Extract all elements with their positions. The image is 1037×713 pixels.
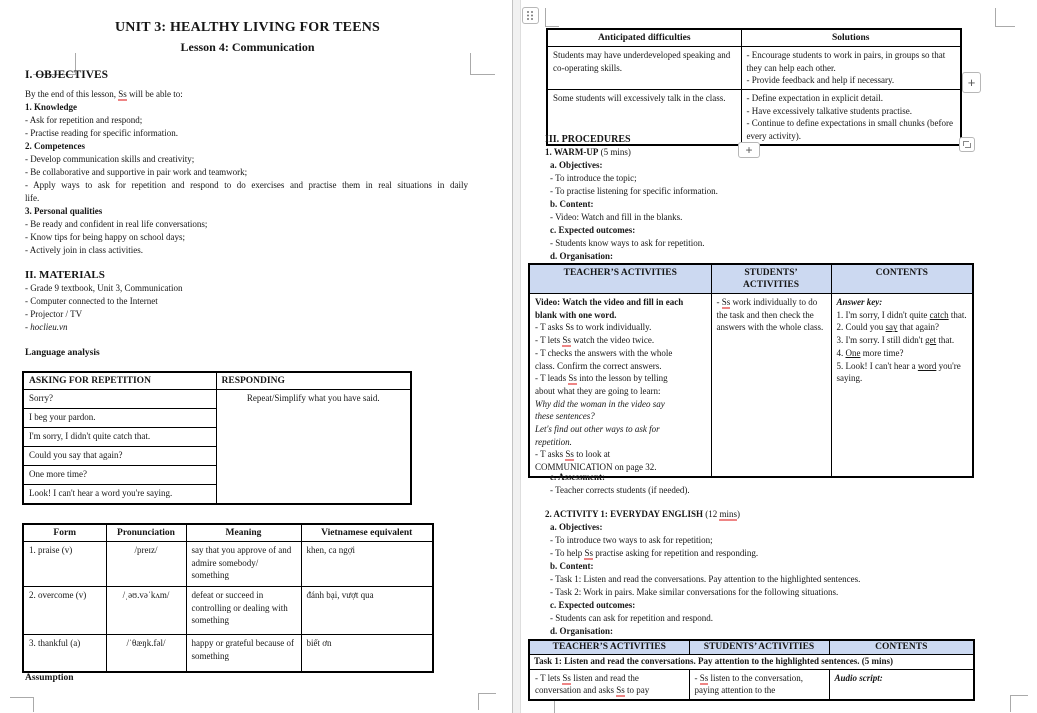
text-line: - T leads Ss into the lesson by telling	[535, 373, 668, 384]
column-header: CONTENTS	[829, 640, 974, 655]
table-row	[23, 635, 433, 673]
text-line: about what they are going to learn:	[535, 385, 661, 396]
table-cell: Sorry?	[23, 390, 216, 409]
text-line: - Provide feedback and help if necessary.	[746, 75, 895, 85]
table-cell: I beg your pardon.	[23, 409, 216, 428]
table-cell: 3. thankful (a)	[23, 635, 106, 673]
column-header: STUDENTS’ ACTIVITIES	[711, 264, 831, 294]
table-cell: 2. overcome (v)	[23, 587, 106, 635]
add-block-button[interactable]: +	[738, 142, 760, 158]
task-heading-cell: Task 1: Listen and read the conversations. Pay attention to the highlighted sentences. (5 mins)	[529, 655, 974, 670]
column-header: TEACHER’S ACTIVITIES	[529, 640, 689, 655]
text-line: - Encourage students to work in pairs, in groups so that they can help each other.	[746, 50, 946, 73]
materials-heading: II. MATERIALS	[25, 269, 105, 281]
language-analysis-heading: Language analysis	[25, 348, 100, 358]
assessment-block	[550, 471, 690, 497]
table-row	[23, 390, 411, 409]
text-line: these sentences?	[535, 411, 595, 422]
table-row	[23, 587, 433, 635]
table-cell: Students may have underdeveloped speaking and co-operating skills.	[547, 47, 741, 90]
column-header: Vietnamese equivalent	[301, 524, 433, 542]
difficulties-table	[546, 28, 962, 146]
column-header: RESPONDING	[216, 372, 411, 390]
expand-button[interactable]	[959, 137, 975, 152]
content-label: b. Content:	[550, 199, 594, 209]
text-line: Let's find out other ways to ask for	[535, 424, 660, 435]
table-cell: happy or grateful because of something	[186, 635, 301, 673]
spellcheck-underline: Ss	[699, 672, 709, 683]
document-title: UNIT 3: HEALTHY LIVING FOR TEENS	[114, 20, 381, 35]
answer-item: 1. I'm sorry, I didn't quite catch that.	[836, 309, 967, 320]
crop-mark-top-left	[545, 8, 559, 27]
table-cell: Some students will excessively talk in the class.	[547, 90, 741, 146]
table-row	[547, 47, 961, 90]
text-line: - Students can ask for repetition and respond.	[550, 613, 713, 623]
warmup-heading: 1. WARM-UP (5 mins)	[545, 147, 631, 157]
text-line: - hoclieu.vn	[25, 322, 68, 332]
text-line: - Be ready and confident in real life conversations;	[25, 219, 208, 229]
drag-handle-button[interactable]	[522, 7, 539, 24]
text-line: Video: Watch the video and fill in each	[535, 297, 684, 307]
answer-item: 4. One more time?	[836, 347, 904, 358]
text-line: - T asks Ss to look at	[535, 449, 611, 460]
text-line: - Define expectation in explicit detail.	[746, 93, 883, 103]
text-line: - To introduce the topic;	[550, 173, 637, 183]
text-line: - Teacher corrects students (if needed).	[550, 485, 690, 495]
text-line: Why did the woman in the video say	[535, 398, 665, 409]
text-line: - Develop communication skills and creativity;	[25, 154, 195, 164]
page-2	[521, 0, 1037, 713]
activity1-heading: 2. ACTIVITY 1: EVERYDAY ENGLISH (12 mins)	[545, 509, 740, 519]
table-cell: say that you approve of and admire somebody/ something	[186, 542, 301, 587]
objectives-label: a. Objectives:	[550, 522, 603, 532]
spellcheck-underline: Ss	[562, 672, 571, 683]
table-cell: Repeat/Simplify what you have said.	[216, 390, 411, 505]
student-activities-cell: - Ss work individually to do the task and then check the answers with the whole class.	[711, 294, 831, 477]
activity1-block	[545, 508, 1015, 638]
teacher-activities-cell: - T lets Ss listen and read the conversation and asks Ss to pay	[529, 669, 689, 700]
answer-item: 5. Look! I can't hear a word you're saying.	[836, 360, 961, 384]
expand-icon	[965, 143, 971, 148]
table-row	[529, 655, 974, 670]
column-header: ASKING FOR REPETITION	[23, 372, 216, 390]
text-line: blank with one word.	[535, 309, 617, 320]
text-line: - Projector / TV	[25, 309, 83, 319]
text-line: life.	[25, 193, 40, 203]
table-cell: I'm sorry, I didn't quite catch that.	[23, 428, 216, 447]
warmup-activities-table	[528, 263, 974, 478]
drag-handle-dots-icon	[527, 11, 534, 21]
contents-cell: Audio script:	[829, 669, 974, 700]
spellcheck-underline: Ss	[562, 335, 571, 346]
hoclieu-link: hoclieu.vn	[30, 322, 68, 332]
text-line: - Computer connected to the Internet	[25, 296, 158, 306]
table-cell: One more time?	[23, 466, 216, 485]
page-1	[0, 0, 512, 713]
table-row	[529, 294, 973, 477]
column-header: Pronunciation	[106, 524, 186, 542]
column-header: CONTENTS	[831, 264, 973, 294]
spellcheck-underline: Ss	[721, 297, 731, 307]
text-line: class. Confirm the correct answers.	[535, 360, 662, 371]
outcomes-label: c. Expected outcomes:	[550, 225, 636, 235]
table-row	[529, 669, 974, 700]
answer-item: 3. I'm sorry. I still didn't get that.	[836, 335, 955, 346]
task1-table	[528, 639, 975, 701]
answer-key-label: Answer key:	[836, 297, 883, 307]
text-line: - To introduce two ways to ask for repetition;	[550, 535, 713, 545]
column-header: Form	[23, 524, 106, 542]
repetition-table	[22, 371, 412, 505]
column-header: STUDENTS’ ACTIVITIES	[689, 640, 829, 655]
column-header: TEACHER’S ACTIVITIES	[529, 264, 711, 294]
contents-cell	[831, 294, 973, 477]
table-cell: khen, ca ngợi	[301, 542, 433, 587]
crop-mark-bottom-left	[10, 697, 34, 712]
knowledge-heading: 1. Knowledge	[25, 102, 78, 112]
crop-mark-bottom-right	[478, 693, 496, 710]
spellcheck-underline: Ss	[565, 449, 574, 460]
table-cell: Look! I can't hear a word you're saying.	[23, 485, 216, 505]
column-header: Meaning	[186, 524, 301, 542]
table-cell	[741, 47, 961, 90]
table-cell: /ˈθæŋk.fəl/	[106, 635, 186, 673]
assumption-heading: Assumption	[25, 673, 74, 683]
text-line: - Task 2: Work in pairs. Make similar conversations for the following situations.	[550, 587, 839, 597]
qualities-heading: 3. Personal qualities	[25, 206, 103, 216]
column-header: Anticipated difficulties	[547, 29, 741, 47]
table-cell: Could you say that again?	[23, 447, 216, 466]
add-block-button[interactable]: +	[962, 72, 981, 93]
column-header: Solutions	[741, 29, 961, 47]
crop-mark-top-right	[995, 8, 1015, 27]
vocabulary-table	[22, 523, 434, 673]
text-line: - Grade 9 textbook, Unit 3, Communication	[25, 283, 183, 293]
text-line: - Know tips for being happy on school days;	[25, 232, 185, 242]
table-cell: biết ơn	[301, 635, 433, 673]
spellcheck-underline: Ss	[616, 685, 625, 695]
text-line: By the end of this lesson, Ss will be able to:	[25, 89, 183, 99]
competences-heading: 2. Competences	[25, 141, 85, 151]
spellcheck-underline: Ss	[584, 548, 593, 558]
table-cell: /ˌəʊ.vəˈkʌm/	[106, 587, 186, 635]
teacher-activities-cell	[529, 294, 711, 477]
student-activities-cell: - Ss listen to the conversation, paying attention to the	[689, 669, 829, 700]
crop-mark-bottom-right	[1010, 695, 1028, 712]
text-line: - Actively join in class activities.	[25, 245, 143, 255]
answer-item: 2. Could you say that again?	[836, 322, 939, 333]
text-line: - Have excessively talkative students practise.	[746, 105, 912, 116]
spellcheck-underline: Ss	[568, 373, 577, 384]
procedures-heading: III. PROCEDURES	[545, 134, 631, 145]
table-cell: 1. praise (v)	[23, 542, 106, 587]
text-line: repetition.	[535, 436, 572, 447]
text-line: - T checks the answers with the whole	[535, 347, 673, 358]
text-line: - T lets Ss watch the video twice.	[535, 335, 655, 346]
text-line: - To help Ss practise asking for repetition and responding.	[550, 548, 759, 558]
assessment-label: e. Assessment:	[550, 472, 605, 482]
text-line: - Practise reading for specific information.	[25, 128, 178, 138]
table-cell: /preɪz/	[106, 542, 186, 587]
text-line: - Students know ways to ask for repetition.	[550, 238, 705, 248]
text-line: - T asks Ss to work individually.	[535, 322, 652, 333]
text-line: - To practise listening for specific information.	[550, 186, 718, 196]
organisation-label: d. Organisation:	[550, 626, 614, 636]
crop-mark-top-right	[470, 53, 495, 75]
text-line: - Ask for repetition and respond;	[25, 115, 143, 125]
document-subtitle: Lesson 4: Communication	[180, 40, 315, 54]
outcomes-label: c. Expected outcomes:	[550, 600, 636, 610]
objectives-body	[25, 88, 468, 360]
spellcheck-underline: mins	[719, 509, 737, 519]
page-divider	[512, 0, 521, 713]
text-line: - Video: Watch and fill in the blanks.	[550, 212, 683, 222]
text-line: - Task 1: Listen and read the conversations. Pay attention to the highlighted sentences.	[550, 574, 861, 584]
table-cell: đánh bại, vượt qua	[301, 587, 433, 635]
text-line: - Continue to define expectations in small chunks (before every activity).	[746, 118, 953, 141]
procedures-block	[545, 133, 1015, 263]
table-cell: defeat or succeed in controlling or dealing with something	[186, 587, 301, 635]
spellcheck-underline: Ss	[118, 89, 127, 99]
objectives-heading: I. OBJECTIVES	[25, 69, 109, 81]
text-line: - Apply ways to ask for repetition and respond to do exercises and practise them in real situations in daily	[25, 180, 468, 190]
text-line: - Be collaborative and supportive in pair work and teamwork;	[25, 167, 248, 177]
text-line: COMMUNICATION on page 32.	[535, 462, 657, 473]
table-row	[23, 542, 433, 587]
organisation-label: d. Organisation:	[550, 251, 614, 261]
objectives-label: a. Objectives:	[550, 160, 603, 170]
content-label: b. Content:	[550, 561, 594, 571]
